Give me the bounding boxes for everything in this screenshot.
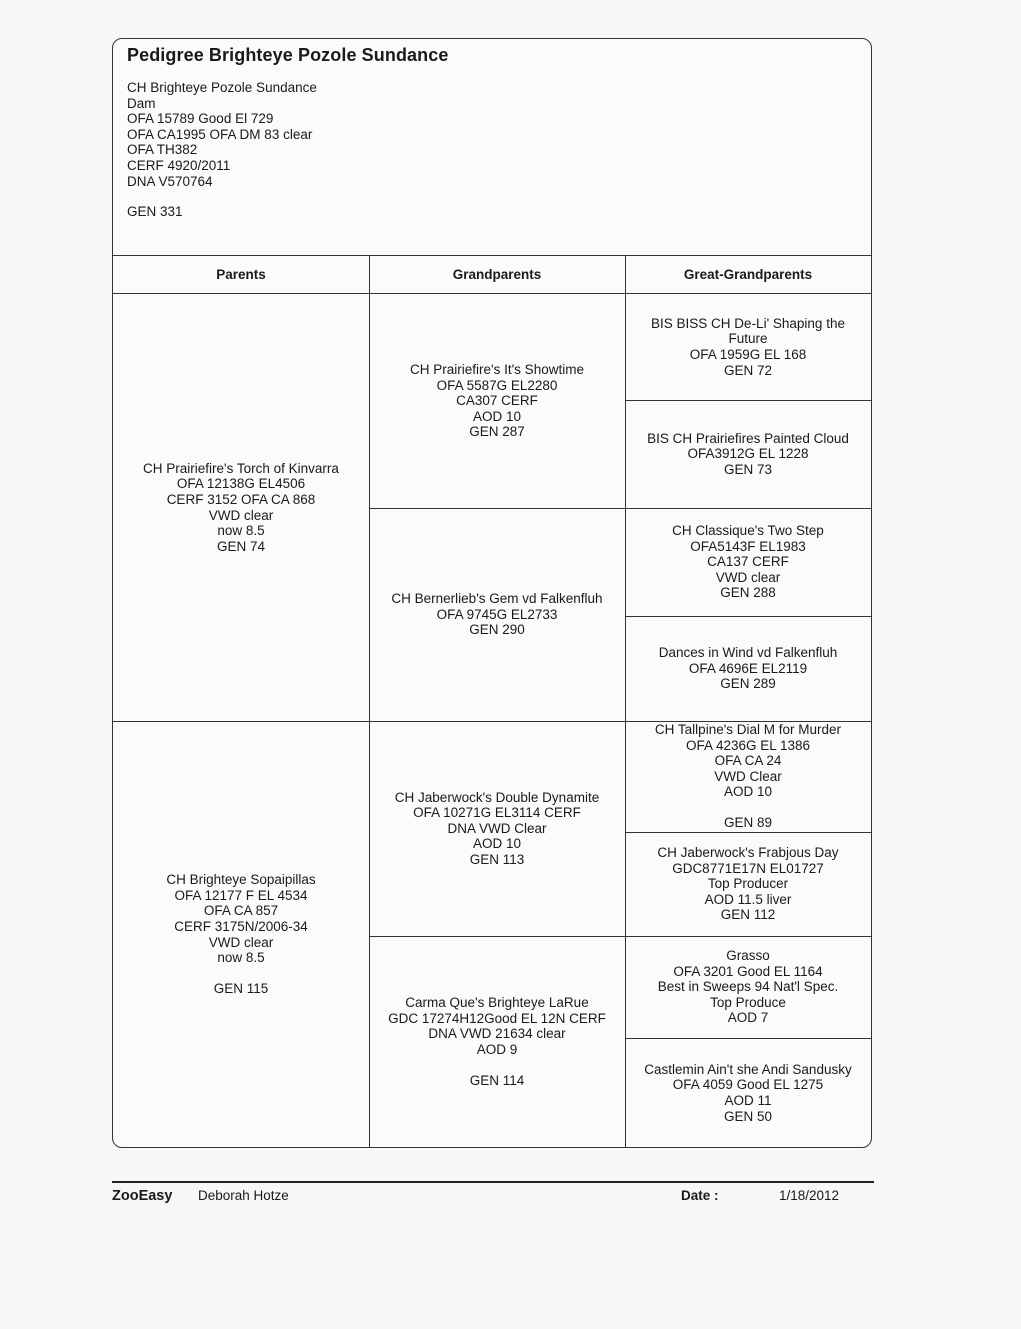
column-header-grandparents: Grandparents — [369, 256, 625, 294]
subject-line: OFA TH382 — [127, 142, 198, 158]
page-title: Pedigree Brighteye Pozole Sundance — [127, 45, 449, 65]
great-grandparent: Castlemin Ain't she Andi Sandusky OFA 4059 Good EL 1275 AOD 11 GEN 50 — [644, 1061, 852, 1124]
great-grandparent: Dances in Wind vd Falkenfluh OFA 4696E EL2119 GEN 289 — [658, 645, 838, 692]
subject-line: CERF 4920/2011 — [127, 157, 231, 173]
owner-name: Deborah Hotze — [198, 1188, 289, 1203]
grandparent: Carma Que's Brighteye LaRue GDC 17274H12Good EL 12N CERF DNA VWD 21634 clear AOD 9 GEN 114 — [388, 995, 606, 1089]
footer-rule — [112, 1181, 874, 1183]
grandparent: CH Prairiefire's It's Showtime OFA 5587G EL2280 CA307 CERF AOD 10 GEN 287 — [410, 362, 584, 440]
subject-info — [127, 80, 857, 189]
great-grandparent: CH Jaberwock's Frabjous Day GDC8771E17N EL01727 Top Producer AOD 11.5 liver GEN 112 — [657, 845, 839, 923]
pedigree-document — [112, 38, 872, 1148]
grandparent: CH Bernerlieb's Gem vd Falkenfluh OFA 9745G EL2733 GEN 290 — [391, 591, 603, 638]
subject-line: CH Brighteye Pozole Sundance — [127, 80, 317, 95]
subject-line: Dam — [127, 95, 156, 111]
great-grandparent: CH Classique's Two Step OFA5143F EL1983 CA137 CERF VWD clear GEN 288 — [672, 523, 824, 601]
date-label: Date : — [681, 1188, 719, 1203]
pedigree-table — [113, 255, 871, 1147]
great-grandparent: BIS CH Prairiefires Painted Cloud OFA3912G EL 1228 GEN 73 — [647, 430, 849, 477]
column-header-great-grandparents: Great-Grandparents — [625, 256, 871, 294]
parent-sire: CH Prairiefire's Torch of Kinvarra OFA 12138G EL4506 CERF 3152 OFA CA 868 VWD clear now 8.5 GEN 74 — [143, 460, 339, 554]
subject-line: OFA 15789 Good El 729 — [127, 111, 274, 127]
great-grandparent: Grasso OFA 3201 Good EL 1164 Best in Sweeps 94 Nat'l Spec. Top Produce AOD 7 — [657, 948, 839, 1026]
great-grandparent: CH Tallpine's Dial M for Murder OFA 4236G EL 1386 OFA CA 24 VWD Clear AOD 10 GEN 89 — [654, 721, 842, 831]
brand-name: ZooEasy — [112, 1188, 173, 1204]
parent-dam: CH Brighteye Sopaipillas OFA 12177 F EL 4534 OFA CA 857 CERF 3175N/2006-34 VWD clear now 8.5 GEN 115 — [166, 872, 316, 997]
great-grandparent: BIS BISS CH De-Li' Shaping the Future OFA 1959G EL 168 GEN 72 — [651, 315, 845, 378]
subject-gen: GEN 331 — [127, 204, 183, 220]
column-header-parents: Parents — [113, 256, 369, 294]
header — [127, 45, 857, 219]
date-value: 1/18/2012 — [779, 1188, 840, 1203]
grandparent: CH Jaberwock's Double Dynamite OFA 10271G EL3114 CERF DNA VWD Clear AOD 10 GEN 113 — [394, 789, 600, 867]
subject-line: DNA V570764 — [127, 173, 213, 189]
subject-line: OFA CA1995 OFA DM 83 clear — [127, 126, 313, 142]
